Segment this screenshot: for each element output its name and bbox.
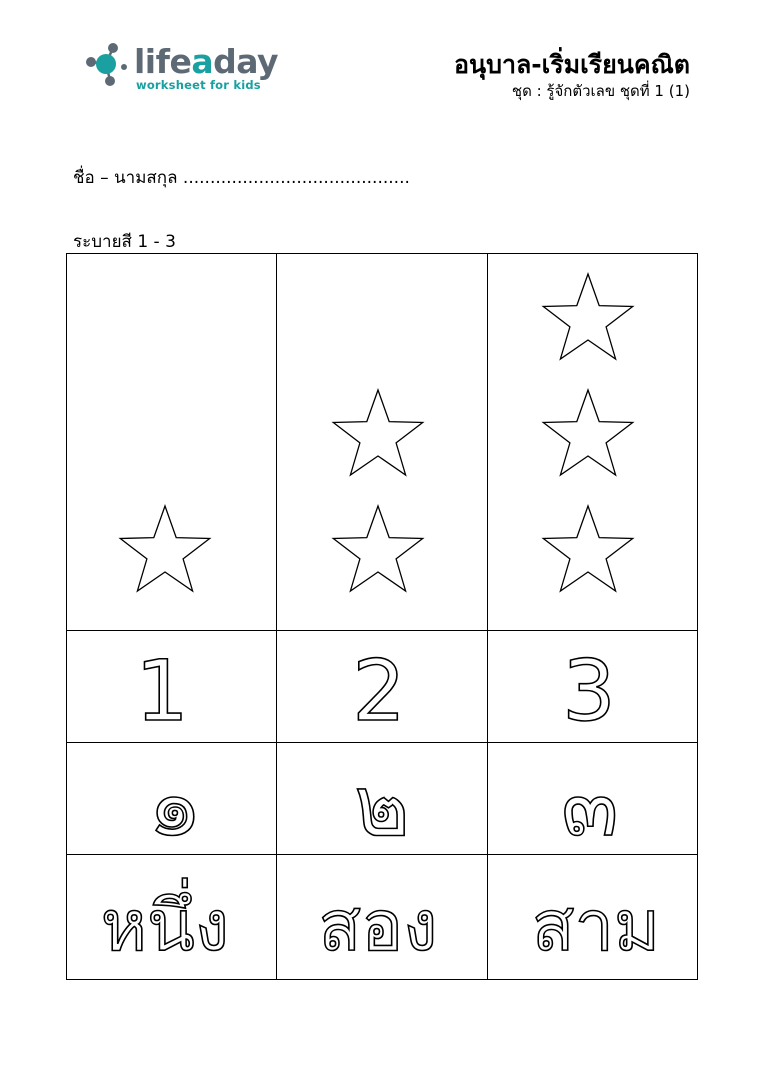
star-icon	[543, 390, 632, 475]
table-borders	[67, 254, 698, 980]
worksheet-title: อนุบาล-เริ่มเรียนคณิต	[453, 50, 690, 79]
star-icon	[333, 506, 422, 591]
thai-digit-two: ๒	[354, 757, 410, 855]
star-icon	[333, 390, 422, 475]
digit-three: 3	[562, 642, 616, 740]
coloring-instruction: ระบายสี 1 - 3	[73, 232, 176, 252]
word-one: หนึ่ง	[100, 885, 230, 967]
logo-wordmark: lifeaday	[134, 42, 279, 81]
thai-digit-one: ๑	[148, 757, 202, 855]
worksheet-subtitle: ชุด : รู้จักตัวเลข ชุดที่ 1 (1)	[511, 82, 690, 100]
digit-two: 2	[352, 642, 406, 740]
star-icon	[543, 506, 632, 591]
logo-tagline: worksheet for kids	[136, 78, 261, 92]
thai-digit-three: ๓	[561, 757, 619, 855]
student-name-line: ชื่อ – นามสกุล ..........................................	[73, 168, 410, 188]
star-group	[120, 274, 632, 591]
word-three: สาม	[531, 885, 661, 967]
star-icon	[543, 274, 632, 359]
star-icon	[120, 506, 209, 591]
digit-one: 1	[135, 642, 189, 740]
word-two: สอง	[318, 885, 438, 967]
